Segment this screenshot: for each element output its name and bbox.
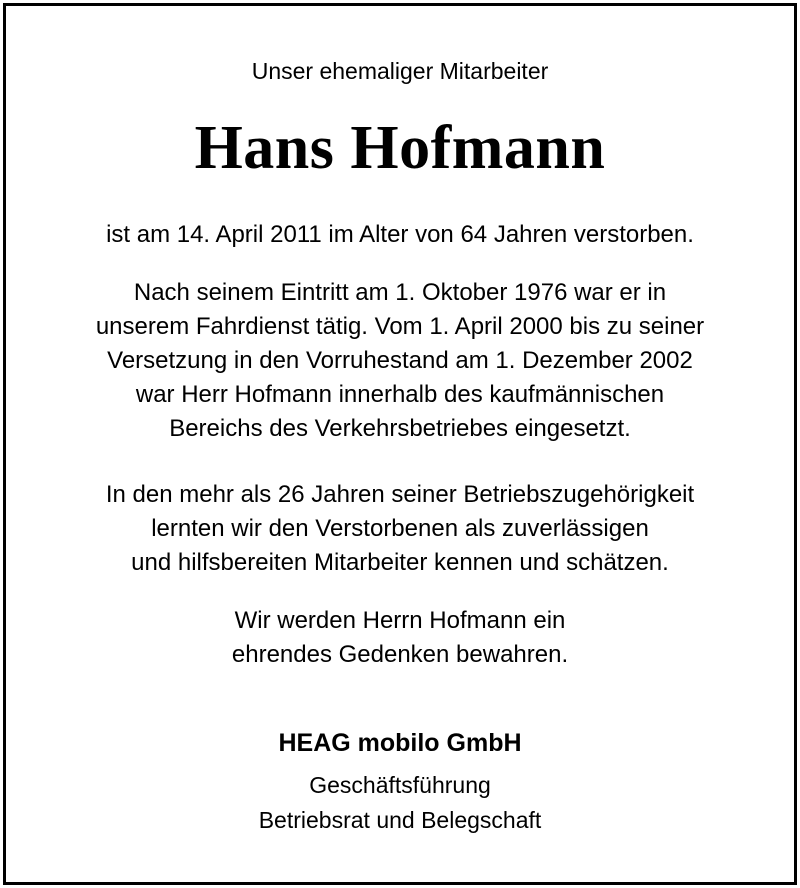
remembrance-line: ehrendes Gedenken bewahren. — [231, 641, 569, 668]
career-paragraph — [6, 276, 794, 446]
signatory-line: Geschäftsführung — [309, 772, 491, 798]
career-line: unserem Fahrdienst tätig. Vom 1. April 2000 bis zu seiner — [95, 313, 705, 340]
notice-content — [6, 6, 794, 882]
deceased-name: Hans Hofmann — [194, 114, 606, 182]
tribute-line: In den mehr als 26 Jahren seiner Betriebszugehörigkeit — [105, 481, 695, 508]
remembrance-line: Wir werden Herrn Hofmann ein — [234, 607, 566, 634]
career-line: Nach seinem Eintritt am 1. Oktober 1976 war er in — [133, 279, 667, 306]
intro-line: Unser ehemaliger Mitarbeiter — [251, 58, 549, 84]
career-line: Versetzung in den Vorruhestand am 1. Dezember 2002 — [107, 347, 693, 374]
signatories — [6, 768, 794, 838]
remembrance-paragraph — [6, 604, 794, 672]
obituary-notice — [3, 3, 797, 885]
tribute-paragraph — [6, 478, 794, 580]
company-name: HEAG mobilo GmbH — [278, 729, 522, 757]
tribute-line: lernten wir den Verstorbenen als zuverlässigen — [151, 515, 649, 542]
career-line: war Herr Hofmann innerhalb des kaufmännischen — [135, 381, 665, 408]
signatory-line: Betriebsrat und Belegschaft — [258, 807, 542, 833]
career-line: Bereichs des Verkehrsbetriebes eingesetzt. — [169, 415, 631, 442]
death-announcement: ist am 14. April 2011 im Alter von 64 Jahren verstorben. — [106, 221, 694, 248]
tribute-line: und hilfsbereiten Mitarbeiter kennen und schätzen. — [131, 549, 669, 576]
